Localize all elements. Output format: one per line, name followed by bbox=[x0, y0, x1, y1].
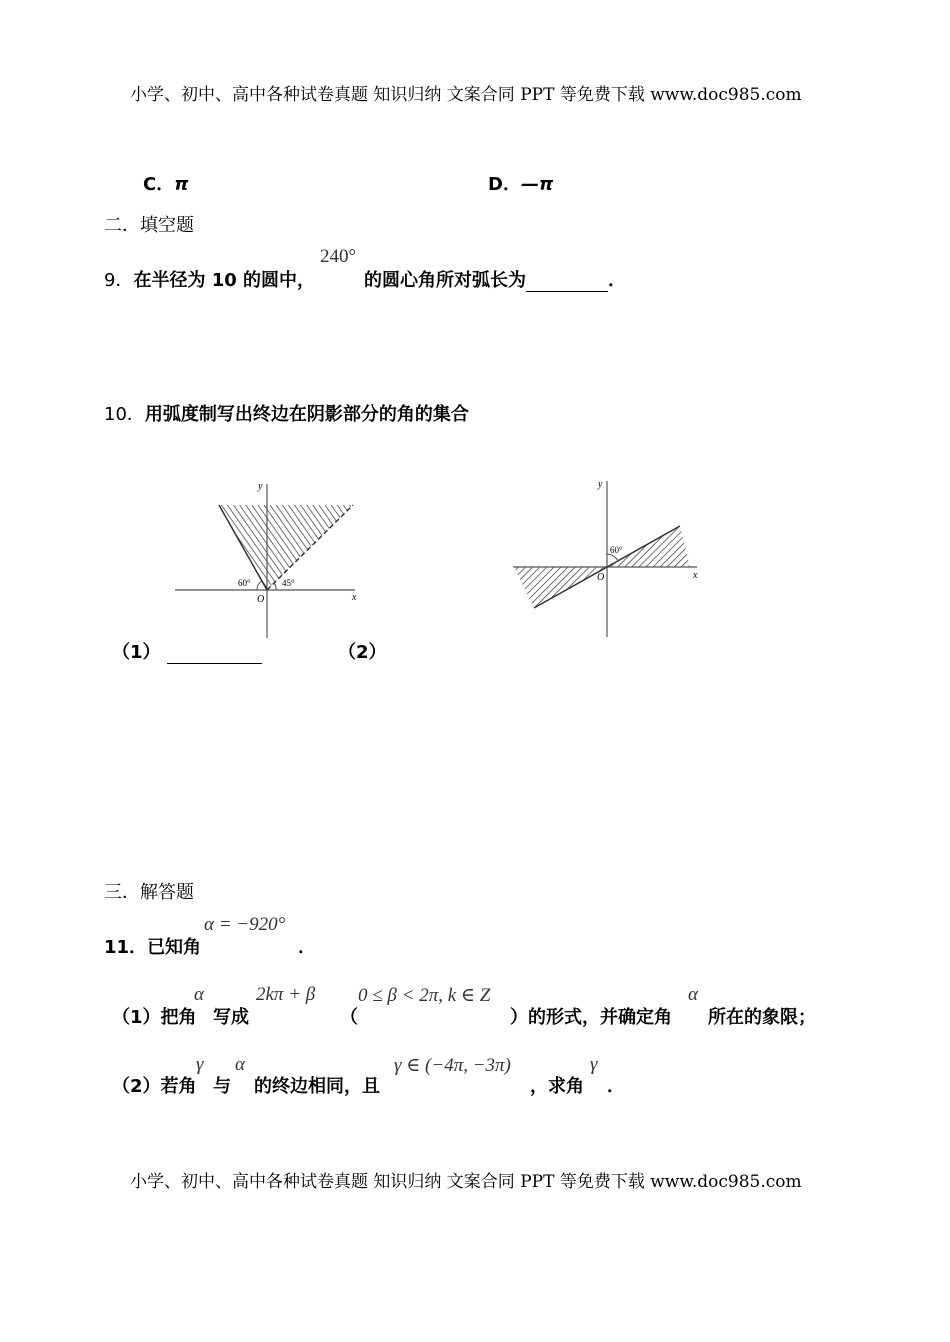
q9-end: ． bbox=[608, 270, 626, 291]
fig1-arc-left bbox=[257, 581, 262, 590]
fig2-y-label: y bbox=[598, 479, 603, 490]
q11-p2-mid3: ，求角 bbox=[530, 1076, 584, 1097]
fig1-angle-left: 60° bbox=[238, 578, 251, 588]
figure-2 bbox=[505, 474, 710, 644]
fig1-arc-right bbox=[274, 583, 276, 590]
option-d-label: D． bbox=[488, 174, 521, 195]
page-footer: 小学、初中、高中各种试卷真题 知识归纳 文案合同 PPT 等免费下载 www.doc985.com bbox=[130, 1172, 802, 1192]
fig2-angle-label: 60° bbox=[610, 545, 623, 555]
q11-number: 11． bbox=[104, 937, 148, 958]
option-c bbox=[143, 170, 188, 196]
q9-text-after: 的圆心角所对弧长为 bbox=[364, 270, 526, 291]
q11-p2-end: ． bbox=[607, 1076, 625, 1097]
fig1-x-label: x bbox=[352, 592, 357, 603]
section-3-title: 三．解答题 bbox=[104, 882, 194, 903]
q10-part1-blank bbox=[167, 645, 262, 664]
fig2-origin-label: O bbox=[597, 572, 605, 583]
q11-p2-gamma2: γ bbox=[590, 1054, 598, 1075]
q11-p1-form: 2kπ + β bbox=[256, 984, 316, 1005]
q11-p1-alpha: α bbox=[194, 984, 204, 1005]
page-header: 小学、初中、高中各种试卷真题 知识归纳 文案合同 PPT 等免费下载 www.doc985.com bbox=[130, 85, 802, 105]
fig1-angle-right: 45° bbox=[282, 578, 295, 588]
q11-p2-label: （2）若角 bbox=[112, 1076, 197, 1097]
q11-p2-alpha: α bbox=[235, 1054, 245, 1075]
q10-part-1 bbox=[112, 638, 262, 664]
section-2-title: 二．填空题 bbox=[104, 215, 194, 236]
q11-p1-alpha2: α bbox=[688, 984, 698, 1005]
q9-text-before: 在半径为 10 的圆中， bbox=[133, 270, 316, 291]
q11-p1-tail: ）的形式，并确定角 bbox=[510, 1007, 672, 1028]
q10-text: 用弧度制写出终边在阴影部分的角的集合 bbox=[144, 404, 469, 425]
fig2-shaded-region-left bbox=[514, 567, 607, 608]
q9-angle-math: 240° bbox=[320, 246, 357, 267]
q9-tail bbox=[364, 266, 626, 292]
q11-p2-gamma: γ bbox=[196, 1054, 204, 1075]
fig2-arc bbox=[607, 554, 618, 561]
option-c-label: C． bbox=[143, 174, 175, 195]
q11-intro-end: ． bbox=[298, 937, 316, 958]
question-10 bbox=[104, 400, 469, 426]
q11-p1-paren-open: （ bbox=[340, 1007, 358, 1028]
option-c-value: π bbox=[174, 174, 189, 195]
q10-number: 10． bbox=[104, 404, 145, 425]
q11-p1-condition: 0 ≤ β < 2π, k ∈ Z bbox=[358, 985, 491, 1006]
q9-number: 9． bbox=[104, 270, 134, 291]
q11-intro: 已知角 bbox=[147, 937, 202, 958]
question-11 bbox=[104, 933, 201, 959]
figure-1 bbox=[170, 476, 370, 646]
q11-p2-mid: 与 bbox=[213, 1076, 231, 1097]
option-d-value: —π bbox=[520, 174, 554, 195]
q11-p1-end: 所在的象限； bbox=[708, 1007, 816, 1028]
q11-p1-mid: 写成 bbox=[213, 1007, 249, 1028]
q9-answer-blank bbox=[526, 273, 608, 292]
q11-p1-label: （1）把角 bbox=[112, 1007, 197, 1028]
option-d bbox=[488, 170, 553, 196]
fig2-x-label: x bbox=[693, 570, 698, 581]
fig1-y-label: y bbox=[258, 481, 263, 492]
q10-part1-label: （1） bbox=[112, 642, 161, 663]
q10-part2-label: （2） bbox=[338, 642, 387, 663]
q11-intro-math: α = −920° bbox=[204, 914, 286, 935]
q11-p2-mid2: 的终边相同，且 bbox=[254, 1076, 380, 1097]
question-9 bbox=[104, 266, 315, 292]
fig1-origin-label: O bbox=[257, 594, 265, 605]
q11-p2-condition: γ ∈ (−4π, −3π) bbox=[394, 1055, 511, 1076]
